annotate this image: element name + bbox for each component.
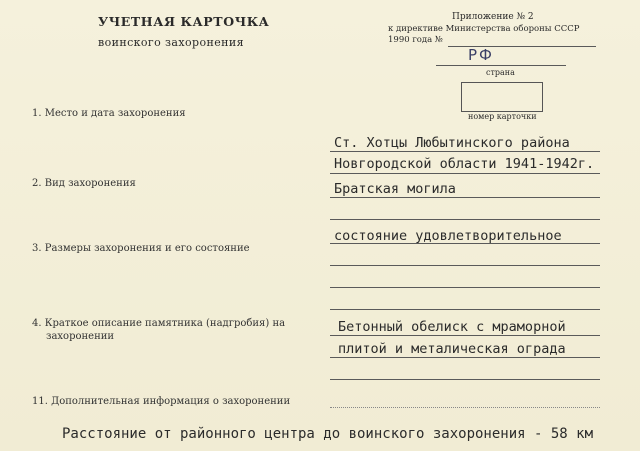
size-condition-value: состояние удовлетворительное xyxy=(334,228,562,244)
size-line-2 xyxy=(330,265,600,266)
size-line-4 xyxy=(330,309,600,310)
place-value-line1: Ст. Хотцы Любытинского района xyxy=(334,135,570,151)
monument-value-line1: Бетонный обелиск с мраморной xyxy=(338,319,566,335)
country-caption: страна xyxy=(486,68,515,77)
type-line-1 xyxy=(330,197,600,198)
card-number-box xyxy=(461,82,543,112)
card-title: УЧЕТНАЯ КАРТОЧКА xyxy=(98,14,270,29)
burial-type-value: Братская могила xyxy=(334,181,456,197)
monument-line-3 xyxy=(330,379,600,380)
place-date-label: 1. Место и дата захоронения xyxy=(32,108,186,119)
distance-note: Расстояние от районного центра до воинского захоронения - 58 км xyxy=(62,426,594,442)
appendix-label: Приложение № 2 xyxy=(452,12,534,22)
monument-value-line2: плитой и металическая ограда xyxy=(338,341,566,357)
appendix-directive: к директиве Министерства обороны СССР xyxy=(388,24,580,34)
monument-label-line1: 4. Краткое описание памятника (надгробия) на xyxy=(32,318,286,329)
place-value-line2: Новгородской области 1941-1942г. xyxy=(334,156,595,172)
monument-line-1 xyxy=(330,335,600,336)
type-line-2 xyxy=(330,219,600,220)
extra-info-line xyxy=(330,407,600,408)
country-value: РФ xyxy=(468,46,494,64)
card-number-caption: номер карточки xyxy=(468,112,537,121)
monument-label-line2: захоронении xyxy=(46,331,115,342)
card-subtitle: воинского захоронения xyxy=(98,36,244,49)
place-line-2 xyxy=(330,173,600,174)
place-line-1 xyxy=(330,151,600,152)
size-line-1 xyxy=(330,243,600,244)
size-line-3 xyxy=(330,287,600,288)
appendix-year: 1990 года № xyxy=(388,35,443,45)
size-condition-label: 3. Размеры захоронения и его состояние xyxy=(32,243,250,254)
extra-info-label: 11. Дополнительная информация о захоронении xyxy=(32,396,291,407)
burial-type-label: 2. Вид захоронения xyxy=(32,178,136,189)
monument-line-2 xyxy=(330,357,600,358)
country-line xyxy=(436,65,566,66)
